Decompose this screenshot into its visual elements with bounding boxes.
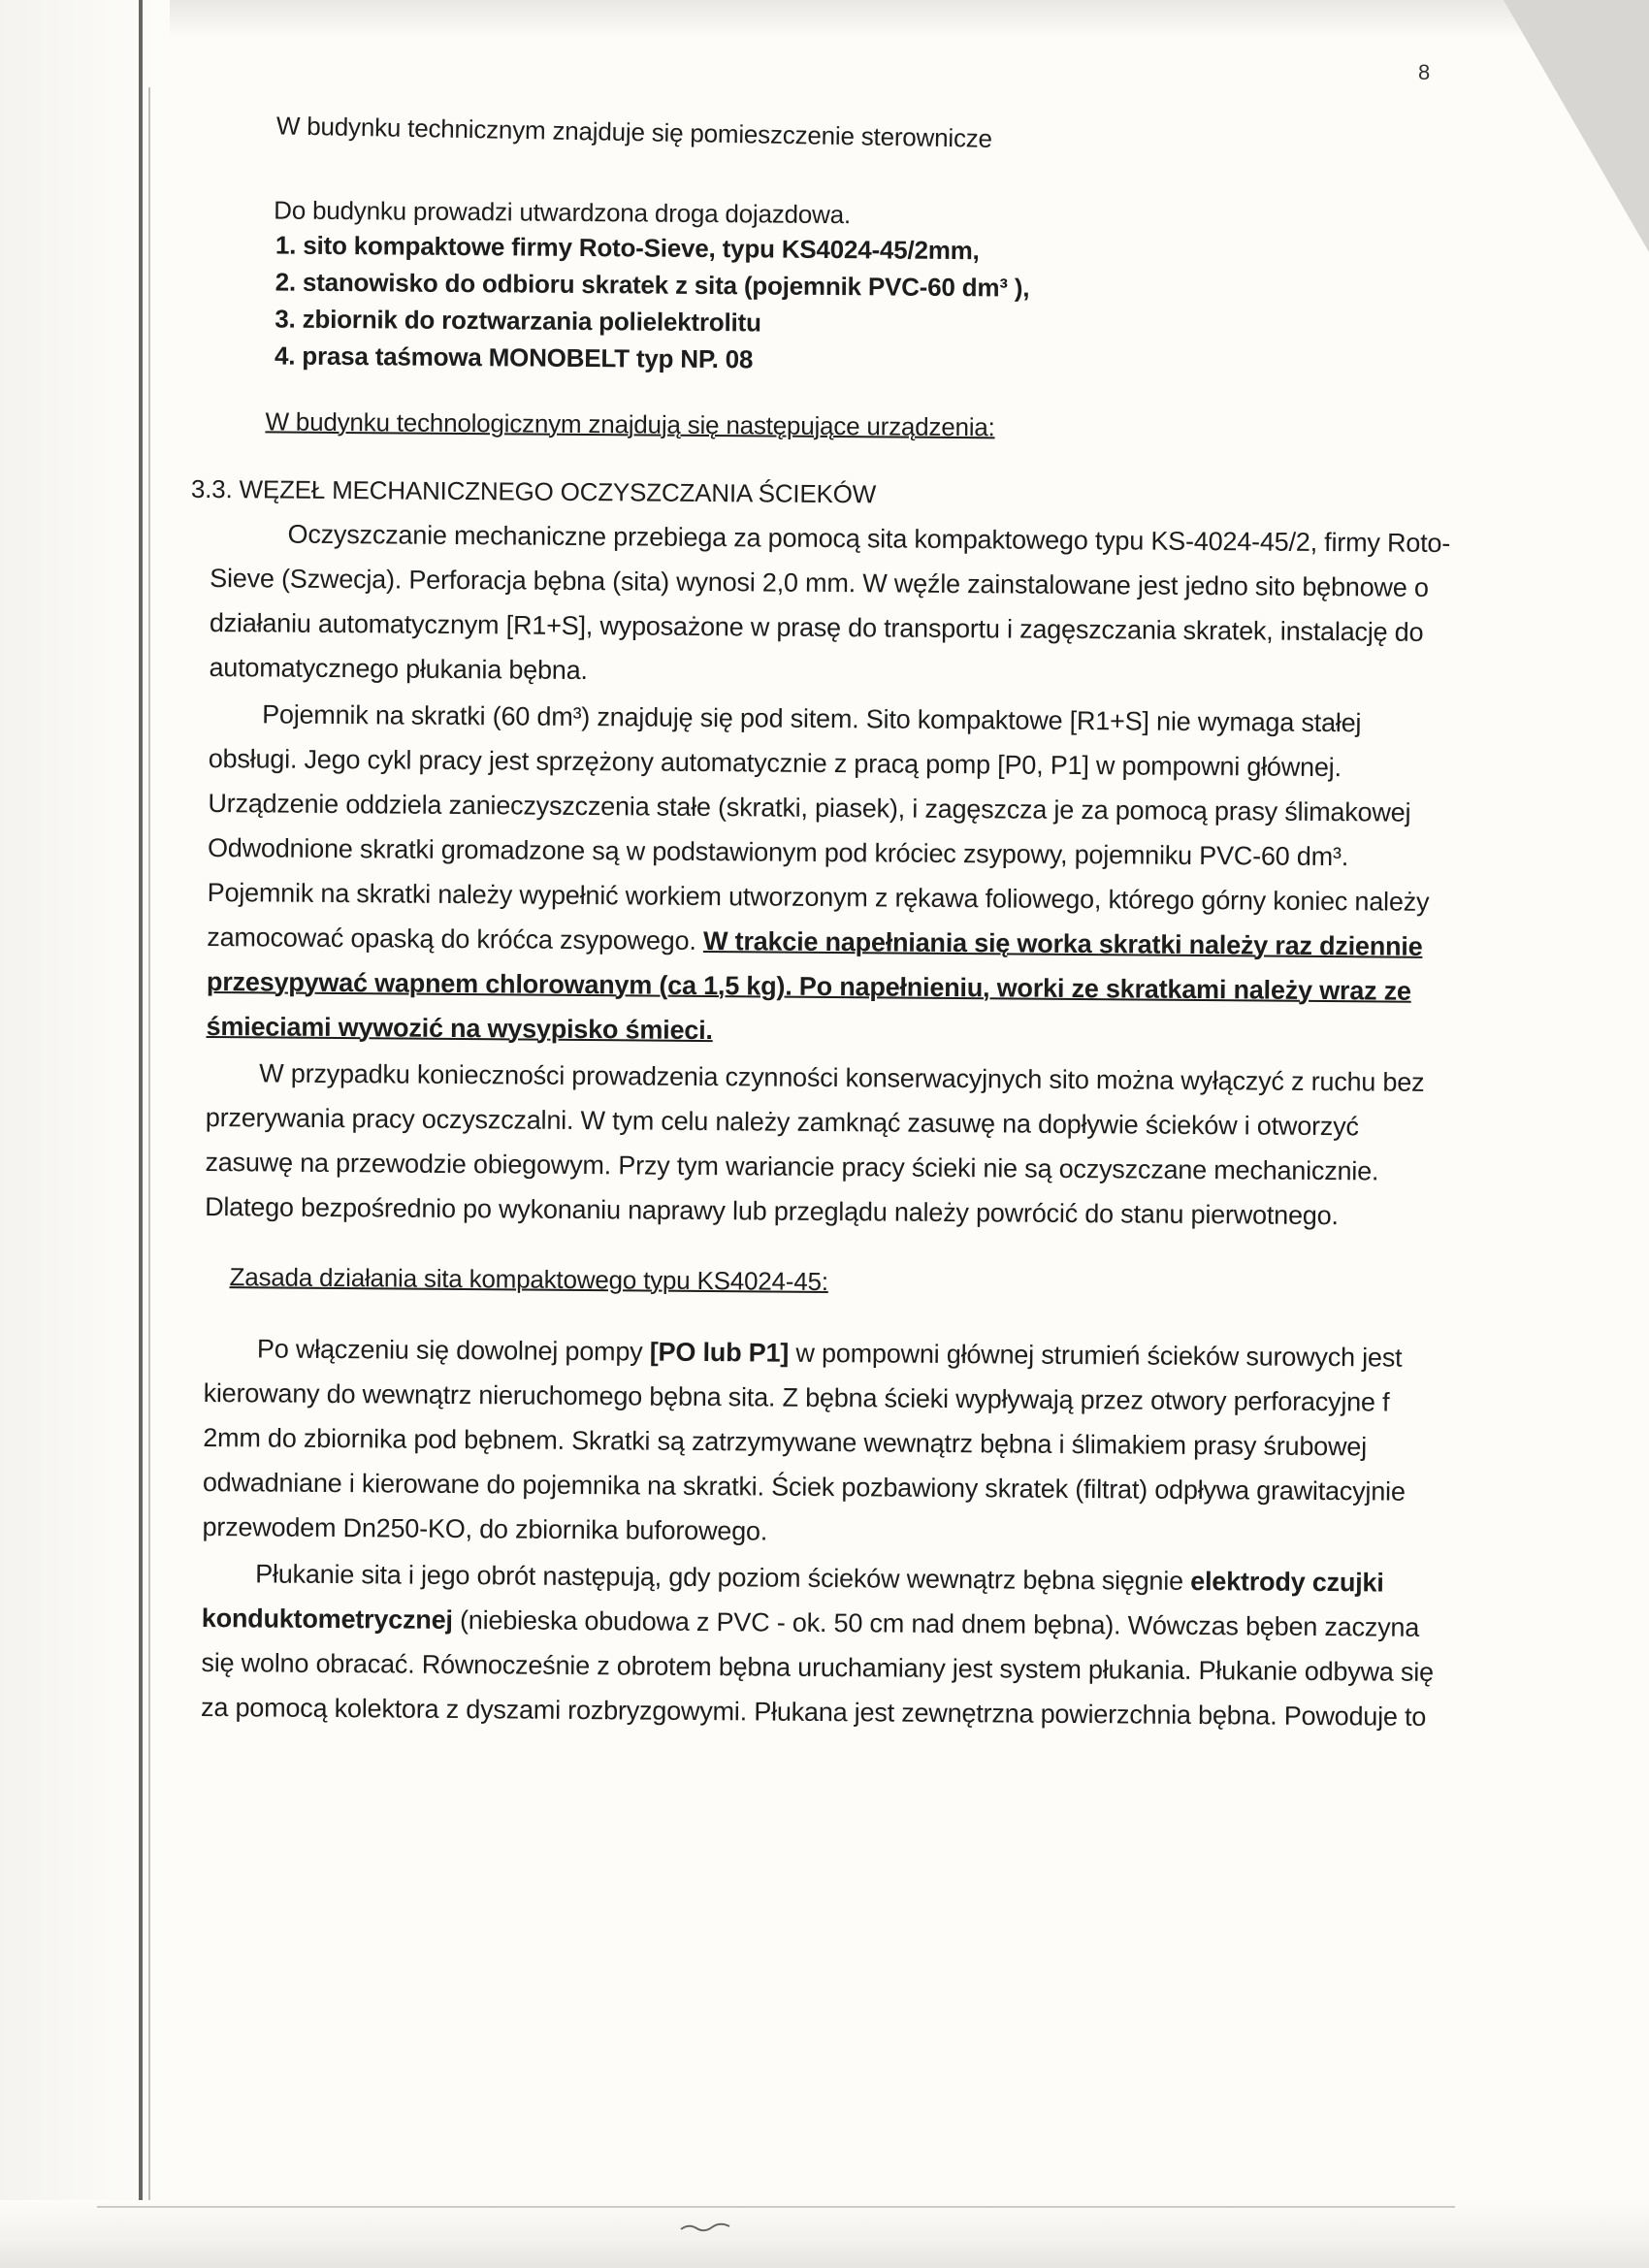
para3-line: zasuwę na przewodzie obiegowym. Przy tym wariancie pracy ścieki nie są oczyszczane mechanicznie. [205,1147,1379,1186]
list-item [275,340,1414,381]
page-stack-edge [0,2200,1649,2268]
list-item-number: 1. [275,230,297,260]
para1-line: Sieve (Szwecja). Perforacja bębna (sita) wynosi 2,0 mm. W węźle zainstalowane jest jedno sito bębnowe o [210,563,1429,602]
list-item-text: prasa taśmowa MONOBELT typ NP. 08 [302,340,754,374]
binder-edge [0,0,170,2268]
para3-line: przerywania pracy oczyszczalni. W tym celu należy zamknąć zasuwę na dopływie ścieków i otworzyć [205,1102,1359,1142]
para2-line: Pojemnik na skratki należy wypełnić workiem utworzonym z rękawa foliowego, którego górny koniec należy [207,877,1430,917]
para2-text: zamocować opaską do króćca zsypowego. [207,922,696,956]
para1-line: Oczyszczanie mechaniczne przebiega za pomocą sita kompaktowego typu KS-4024-45/2, firmy Roto- [287,519,1451,559]
para5-line [201,1602,1420,1644]
para4-line: odwadniane i kierowane do pojemnika na skratki. Ściek pozbawiony skratek (filtrat) odpływa grawitacyjnie [202,1467,1406,1507]
list-item-text: zbiornik do roztwarzania polielektrolitu [302,304,761,338]
para2-line: Odwodnione skratki gromadzone są w podstawionym pod króciec zsypowy, pojemniku PVC-60 dm³. [207,832,1349,872]
para5-text: Płukanie sita i jego obrót następują, gdy poziom ścieków wewnątrz bębna sięgnie [255,1559,1184,1596]
list-item-number: 3. [275,304,296,334]
list-item [275,303,1414,344]
list-item-number: 4. [274,340,296,371]
document-body [190,111,1451,1733]
para5-line: za pomocą kolektora z dyszami rozbryzgowymi. Płukana jest zewnętrzna powierzchnia bębna. Powoduje to [200,1692,1427,1732]
para1-line: automatycznego płukania bębna. [209,652,588,686]
para2-line: Urządzenie oddziela zanieczyszczenia stałe (skratki, piasek), i zagęszcza je za pomocą prasy ślimakowej [208,788,1411,827]
para5-emphasis: konduktometrycznej [201,1603,453,1635]
para2-emphasis-line: śmieciami wywozić na wysypisko śmieci. [206,1011,713,1046]
page-number: 8 [1418,60,1431,84]
para5-text: (niebieska obudowa z PVC - ok. 50 cm nad dnem bębna). Wówczas bęben zaczyna [459,1605,1420,1642]
list-item-text: stanowisko do odbioru skratek z sita (pojemnik PVC-60 dm³ ), [302,267,1030,303]
list-item [275,266,1415,308]
para4-text: w pompowni głównej strumień ścieków surowych jest [795,1338,1403,1373]
scan-mark [679,2221,737,2233]
para4-line [204,1332,1406,1375]
para5-line: się wolno obracać. Równocześnie z obrotem bębna uruchamiany jest system płukania. Płukanie odbywa się [201,1647,1435,1687]
scan-shadow [0,0,1649,39]
para2-line: obsługi. Jego cykl pracy jest sprzężony automatycznie z pracą pomp [P0, P1] w pompowni głównej. [208,743,1342,783]
para4-pump-ref: [PO lub P1] [649,1337,790,1368]
para5-line [202,1557,1405,1600]
list-item [275,229,1415,271]
para4-line: kierowany do wewnątrz nieruchomego bębna sita. Z bębna ścieki wypływają przez otwory perforacyjne f [203,1377,1390,1417]
list-item-text: sito kompaktowe firmy Roto-Sieve, typu KS4024-45/2mm, [303,230,980,266]
para2-line [207,921,1423,963]
section-heading: 3.3. WĘZEŁ MECHANICZNEGO OCZYSZCZANIA ŚCIEKÓW [190,473,877,509]
para4-line: 2mm do zbiornika pod bębnem. Skratki są zatrzymywane wewnątrz bębna i ślimakiem prasy śrubowej [203,1422,1368,1462]
para5-emphasis: elektrody czujki [1190,1566,1384,1598]
subheading: Zasada działania sita kompaktowego typu KS4024-45: [229,1262,828,1297]
list-item-number: 2. [275,267,297,297]
binder-line-secondary [148,87,150,2202]
page-stack-line [97,2206,1455,2208]
para2-emphasis-line: przesypywać wapnem chlorowanym (ca 1,5 kg). Po napełnieniu, worki ze skratkami należy wraz ze [206,966,1411,1006]
tech-building-heading: W budynku technologicznym znajdują się następujące urządzenia: [265,406,995,442]
para2-emphasis: W trakcie napełniania się worka skratki należy raz dziennie [702,925,1423,961]
para3-line: Dlatego bezpośrednio po wykonaniu naprawy lub przeglądu należy powrócić do stanu pierwotnego. [205,1191,1339,1231]
folded-corner [1504,0,1649,252]
intro-line-2: Do budynku prowadzi utwardzona droga dojazdowa. [274,195,852,230]
para2-line: Pojemnik na skratki (60 dm³) znajduję się pod sitem. Sito kompaktowe [R1+S] nie wymaga stałej [262,699,1362,738]
para4-text: Po włączeniu się dowolnej pompy [256,1334,643,1367]
para1-line: działaniu automatycznym [R1+S], wyposażone w prasę do transportu i zagęszczania skratek, instalację do [209,607,1424,647]
para3-line: W przypadku konieczności prowadzenia czynności konserwacyjnych sito można wyłączyć z ruchu bez [259,1058,1425,1097]
binder-line [139,0,143,2268]
para4-line: przewodem Dn250-KO, do zbiornika buforowego. [202,1511,768,1546]
intro-line-1: W budynku technicznym znajduje się pomieszczenie sterownicze [275,111,993,153]
